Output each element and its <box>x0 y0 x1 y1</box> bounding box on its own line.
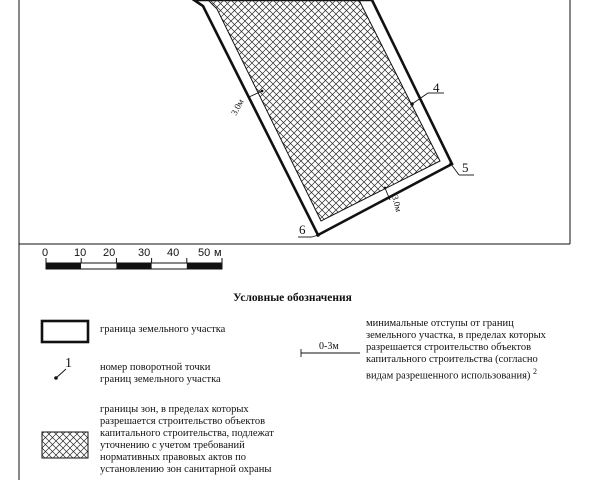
point-label-4: 4 <box>433 80 440 95</box>
point-label-6: 6 <box>299 222 306 237</box>
legend-point-number: 1 <box>65 356 72 371</box>
scale-tick-40: 40 <box>167 247 180 259</box>
scale-tick-10: 10 <box>74 247 87 259</box>
setback-label-left: 3.0м <box>228 97 246 117</box>
legend-title: Условные обозначения <box>233 292 352 304</box>
legend-boundary-symbol <box>42 321 88 342</box>
legend-zone-label-line-2: разрешается строительство объектов <box>100 416 266 427</box>
legend-setback-sample: 0-3м <box>319 341 339 352</box>
legend-point-label-line-1: номер поворотной точки <box>100 362 211 373</box>
legend-zone-label-line-5: нормативных правовых актов по <box>100 452 246 463</box>
scale-tick-30: 30 <box>138 247 151 259</box>
legend-zone-label-line-4: уточнению с учетом требований <box>100 440 245 451</box>
legend-setback-footnote: 2 <box>533 367 538 376</box>
scale-tick-50: 50 <box>198 247 211 259</box>
legend-setback-label-line-1: минимальные отступы от границ <box>366 318 514 329</box>
legend-setback-label-line-4: капитального строительства (согласно <box>366 354 538 365</box>
legend-zone-label-line-3: капитального строительства, подлежат <box>100 428 274 439</box>
legend-zone-symbol <box>42 432 88 458</box>
scale-tick-0: 0 <box>42 247 49 259</box>
scale-unit: м <box>214 247 222 259</box>
legend-boundary-label: граница земельного участка <box>100 324 226 335</box>
legend-zone-label-line-6: установлению зон санитарной охраны <box>100 464 272 475</box>
land-parcel <box>194 0 474 237</box>
legend-setback-label-line-2: земельного участка, в пределах которых <box>366 330 546 341</box>
scale-tick-20: 20 <box>103 247 116 259</box>
legend-setback-label-text: видам разрешенного использования) <box>366 370 531 382</box>
point-label-5: 5 <box>462 160 469 175</box>
legend-setback-label-line-3: разрешается строительство объектов <box>366 342 532 353</box>
legend-zone-label-line-1: границы зон, в пределах которых <box>100 404 249 415</box>
legend-setback-label-line-5 <box>366 366 537 383</box>
scale-bar <box>46 258 222 269</box>
legend-point-label-line-2: границ земельного участка <box>100 374 221 385</box>
setback-label-bottom: 3.0м <box>390 194 404 213</box>
